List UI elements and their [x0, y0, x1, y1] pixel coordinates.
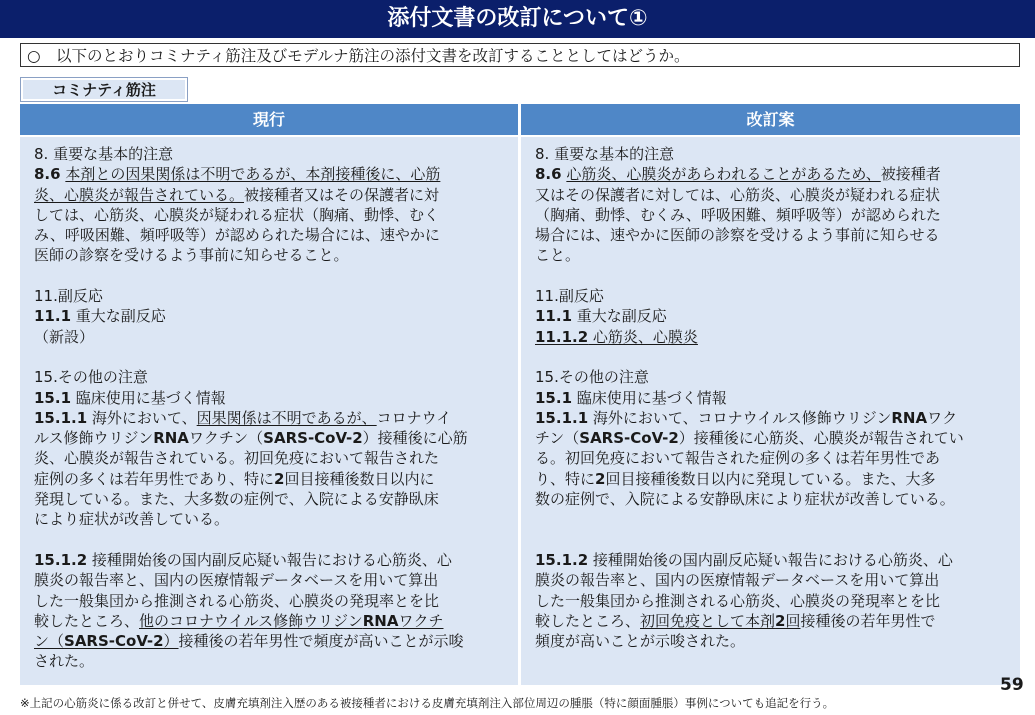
- footnote: ※上記の心筋炎に係る改訂と併せて、皮膚充填剤注入歴のある被接種者における皮膚充填剤注入部位周辺の腫脹（特に顔面腫脹）事例についても追記を行う。: [20, 696, 835, 710]
- text-line: [34, 306, 518, 326]
- text-line: 発現している。また、大多数の症例で、入院による安静臥床: [34, 490, 439, 509]
- text: 2: [274, 469, 285, 488]
- section-heading: 15.その他の注意: [34, 368, 148, 387]
- clause-number: 15.1.2: [535, 550, 589, 569]
- text: 接種開始後の国内副反応疑い報告における心筋炎、心: [588, 550, 953, 569]
- text: 重大な副反応: [572, 307, 667, 326]
- text-line: み、呼吸困難、頻呼吸等）が認められた場合には、速やかに: [34, 226, 440, 245]
- underlined-text: 因果関係は不明であるが、: [196, 408, 377, 427]
- text-line: により症状が改善している。: [34, 510, 230, 529]
- text: RNA: [891, 408, 928, 427]
- text: 被接種者又はその保護者に対: [244, 185, 440, 204]
- text: 較したところ、: [34, 611, 140, 630]
- text-line: 医師の診察を受けるよう事前に知らせること。: [34, 246, 349, 265]
- underlined-text: 心筋炎、心膜炎: [588, 327, 698, 346]
- underlined-text: ）: [163, 632, 179, 651]
- text-line: （胸痛、動悸、むくみ、呼吸困難、頻呼吸等）が認められた: [535, 205, 941, 224]
- clause-number: 11.1: [535, 307, 573, 326]
- text: 回目接種後数日以内に: [284, 469, 435, 488]
- text: コロナウイ: [376, 408, 452, 427]
- text: 海外において、コロナウイルス修飾ウリジン: [588, 408, 892, 427]
- text: 2: [595, 469, 606, 488]
- clause-number: 15.1: [535, 388, 573, 407]
- text: ）接種後に心筋: [362, 429, 468, 448]
- text: 接種後の若年男性で: [800, 611, 936, 630]
- text-line: [34, 408, 518, 428]
- page-title: 添付文書の改訂について①: [0, 0, 1035, 38]
- current-text-panel: [20, 137, 518, 685]
- text: ）接種後に心筋炎、心膜炎が報告されてい: [678, 429, 964, 448]
- text: RNA: [153, 429, 189, 448]
- clause-number: 15.1.1: [535, 408, 589, 427]
- revised-text-panel: [521, 137, 1020, 685]
- text: 較したところ、: [535, 611, 641, 630]
- product-tag: コミナティ筋注: [20, 77, 188, 102]
- text-line: [535, 164, 1020, 184]
- clause-number: 11.1: [34, 307, 72, 326]
- intro-statement: ○ 以下のとおりコミナティ筋注及びモデルナ筋注の添付文書を改訂することとしてはどうか。: [20, 43, 1020, 67]
- text-line: 膜炎の報告率と、国内の医療情報データベースを用いて算出: [34, 571, 439, 590]
- text-line: 頻度が高いことが示唆された。: [535, 632, 746, 651]
- text-line: 場合には、速やかに医師の診察を受けるよう事前に知らせる: [535, 226, 940, 245]
- underlined-text: ン（: [34, 632, 65, 651]
- clause-number: 15.1: [34, 388, 72, 407]
- text: 臨床使用に基づく情報: [572, 388, 727, 407]
- section-heading: 8. 重要な基本的注意: [535, 145, 675, 163]
- text: SARS-CoV-2: [263, 429, 363, 448]
- section-heading: 8. 重要な基本的注意: [34, 145, 174, 163]
- clause-number: 11.1.2: [535, 327, 589, 346]
- underlined-text: 本剤との因果関係は不明であるが、本剤接種後に、心筋: [65, 165, 441, 184]
- text: 重大な副反応: [71, 307, 166, 326]
- underlined-text: 初回免疫として本剤: [640, 611, 776, 630]
- text-line: した一般集団から推測される心筋炎、心膜炎の発現率とを比: [535, 591, 941, 610]
- text-line: [34, 469, 518, 489]
- underlined-text: SARS-CoV-2: [64, 632, 164, 651]
- text-line: 又はその保護者に対しては、心筋炎、心膜炎が疑われる症状: [535, 185, 941, 204]
- column-header-revised: 改訂案: [521, 104, 1020, 135]
- text-line: （新設）: [34, 327, 95, 346]
- text-line: [535, 306, 1020, 326]
- underlined-text: RNA: [362, 611, 399, 630]
- text-line: [535, 550, 1020, 570]
- clause-number: 15.1.1: [34, 408, 88, 427]
- text: 回目接種後数日以内に発現している。また、大多: [605, 469, 936, 488]
- underlined-text: 回: [785, 611, 801, 630]
- text: ワク: [927, 408, 958, 427]
- text-line: 膜炎の報告率と、国内の医療情報データベースを用いて算出: [535, 571, 940, 590]
- underlined-text: 心筋炎、心膜炎があらわれることがあるため、: [566, 165, 881, 184]
- text-line: [34, 388, 518, 408]
- text-line: した一般集団から推測される心筋炎、心膜炎の発現率とを比: [34, 591, 440, 610]
- text-line: こと。: [535, 246, 581, 265]
- underlined-text: ワクチ: [398, 611, 444, 630]
- text-line: [535, 428, 1020, 448]
- text-line: [34, 550, 518, 570]
- text-line: [535, 469, 1020, 489]
- text-line: された。: [34, 652, 95, 671]
- text-line: 炎、心膜炎が報告されている。初回免疫において報告された: [34, 449, 440, 468]
- text: ワクチン（: [188, 429, 264, 448]
- text-line: しては、心筋炎、心膜炎が疑われる症状（胸痛、動悸、むく: [34, 205, 440, 224]
- text-line: [34, 185, 518, 205]
- text-line: [535, 408, 1020, 428]
- section-heading: 11.副反応: [34, 287, 103, 306]
- section-heading: 11.副反応: [535, 287, 604, 306]
- text: 臨床使用に基づく情報: [71, 388, 226, 407]
- text: チン（: [535, 429, 580, 448]
- underlined-text: 炎、心膜炎が報告されている。: [34, 185, 245, 204]
- page-number: 59: [1000, 675, 1024, 695]
- text-line: る。初回免疫において報告された症例の多くは若年男性であ: [535, 449, 941, 468]
- clause-number: 8.6: [535, 165, 562, 184]
- text-line: [535, 611, 1020, 631]
- text-line: [34, 164, 518, 184]
- text-line: [535, 388, 1020, 408]
- text: ルス修飾ウリジン: [34, 429, 154, 448]
- clause-number: 15.1.2: [34, 550, 88, 569]
- text-line: [34, 611, 518, 631]
- text: り、特に: [535, 469, 596, 488]
- text: 接種開始後の国内副反応疑い報告における心筋炎、心: [87, 550, 452, 569]
- text-line: 数の症例で、入院による安静臥床により症状が改善している。: [535, 490, 955, 509]
- underlined-text: 2: [775, 611, 786, 630]
- text-line: [535, 327, 1020, 347]
- text: SARS-CoV-2: [579, 429, 679, 448]
- section-heading: 15.その他の注意: [535, 368, 649, 387]
- text: 被接種者: [880, 165, 941, 184]
- underlined-text: 他のコロナウイルス修飾ウリジン: [139, 611, 363, 630]
- text: 接種後の若年男性で頻度が高いことが示唆: [178, 632, 464, 651]
- text-line: [34, 631, 518, 651]
- text: 海外において、: [87, 408, 197, 427]
- text-line: [34, 428, 518, 448]
- clause-number: 8.6: [34, 165, 61, 184]
- text: 症例の多くは若年男性であり、特に: [34, 469, 275, 488]
- column-header-current: 現行: [20, 104, 518, 135]
